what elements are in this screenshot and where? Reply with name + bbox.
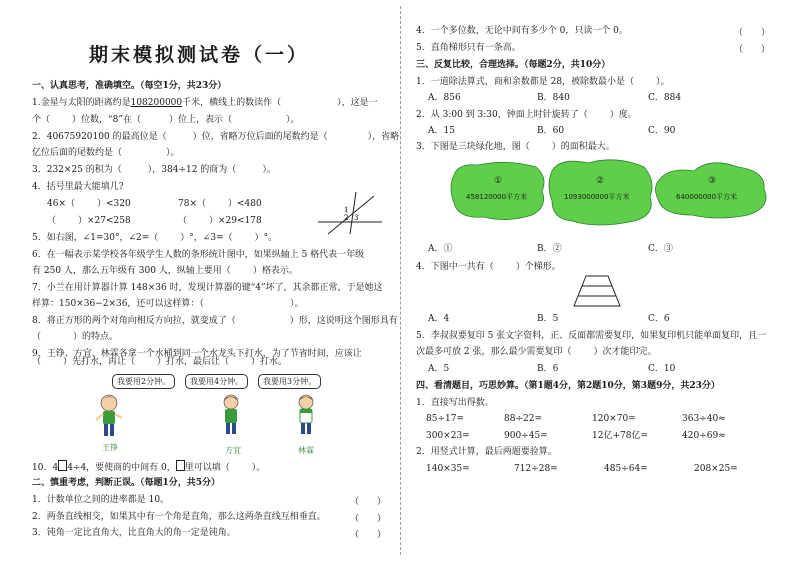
choice-3-opt-a[interactable]: A．① (428, 244, 453, 254)
calc-2-prompt: 2．用竖式计算，最后两题要验算。 (416, 447, 557, 457)
kid-name-wangzheng: 王铮 (102, 443, 118, 452)
question-9-line1: 9．王铮、方宜、林霖各拿一个水桶到同一个水龙头下打水，为了节省时间，应该让 (32, 349, 362, 359)
question-7-line2: 样算：150×36−2×36，还可以这样算：（ ）。 (32, 299, 304, 309)
question-2-line1: 2．40675920100 的最高位是（ ）位，省略万位后面的尾数约是（ ），省略 (32, 132, 400, 142)
judge-item-5: 5．直角梯形只有一条高。 (416, 43, 521, 53)
choice-4-opt-b[interactable]: B．5 (537, 314, 559, 324)
question-10: 10．4 4÷4，要使商的中间有 0， 里可以填（ ）。 (32, 460, 265, 474)
trapezoid-outline (574, 276, 620, 306)
calc-r2-c4: 420÷69≈ (682, 431, 726, 441)
green-area-3 (655, 163, 766, 218)
choice-2-opt-a[interactable]: A．15 (428, 126, 455, 136)
choice-3: 3．下图是三块绿化地，图（ ）的面积最大。 (416, 142, 615, 152)
choice-5-opt-a[interactable]: A．5 (428, 364, 450, 374)
angle-figure (314, 190, 384, 238)
question-1-line1: 1.金星与太阳的距离约是108200000千米，横线上的数读作（ ），这是一 (32, 98, 378, 108)
choice-5-opt-c[interactable]: C．10 (648, 364, 676, 374)
calc-r1-c3: 120×70= (592, 414, 636, 424)
section2-heading: 二、慎重考虑，判断正误。（每题1分，共5分） (32, 478, 221, 488)
judge-paren-3[interactable]: （ ） (350, 530, 387, 540)
question-6-line2: 有 250 人，那么五年级有 300 人，纵轴上要用（ ）格表示。 (32, 266, 298, 276)
speech-bubble-wangzheng: 我要用2分钟。 (112, 374, 175, 389)
question-8-line1: 8．将正方形的两个对角向相反方向拉，就变成了（ ）形，这说明这个图形具有 (32, 316, 398, 326)
question-1-line2: 个（ ）位数，“8”在（ ）位上，表示（ ）。 (32, 115, 300, 125)
judge-paren-5[interactable]: （ ） (734, 45, 771, 55)
question-2-line2: 亿位后面的尾数约是（ ）。 (32, 148, 180, 158)
choice-4: 4．下图中一共有（ ）个梯形。 (416, 262, 561, 272)
choice-2: 2．从 3:00 到 3:30，钟面上时针旋转了（ ）度。 (416, 110, 637, 120)
area-label-1: ① (494, 176, 503, 186)
right-column (404, 0, 794, 561)
q4-ineq-4: （ ）×29<178 (178, 216, 262, 226)
choice-1-opt-b[interactable]: B．840 (537, 93, 570, 103)
judge-paren-4[interactable]: （ ） (734, 28, 771, 38)
calc-r1-c1: 85÷17= (426, 414, 464, 424)
choice-4-opt-a[interactable]: A．4 (428, 314, 450, 324)
q4-ineq-3: （ ）×27<258 (47, 216, 131, 226)
speech-bubble-linlin: 我要用3分钟。 (258, 374, 321, 389)
student-wangzheng-icon (92, 392, 126, 440)
calc-r2-c2: 900÷45= (504, 431, 548, 441)
kid-name-linlin: 林霖 (298, 446, 314, 455)
speech-bubble-fangyi: 我要用4分钟。 (185, 374, 248, 389)
area-value-1: 458120000平方米 (466, 193, 528, 201)
section1-heading: 一、认真思考，准确填空。（每空1分，共23分） (32, 81, 227, 91)
column-divider (400, 6, 401, 555)
question-9-blanks: （ ）先打水，再让（ ）打水，最后让（ ）打水。 (32, 357, 288, 367)
angle-label-3: 3 (354, 214, 359, 222)
blank-box-1 (58, 460, 67, 471)
question-5: 5．如右图，∠1=30°，∠2=（ ）°，∠3=（ ）°。 (32, 233, 278, 243)
choice-5-opt-b[interactable]: B．6 (537, 364, 559, 374)
vertical-calc-4: 208×25= (694, 464, 738, 474)
area-value-3: 640000000平方米 (676, 193, 738, 201)
judge-paren-2[interactable]: （ ） (350, 514, 387, 524)
question-3: 3．232×25 的积为（ ），384÷12 的商为（ ）。 (32, 165, 276, 175)
question-4: 4．括号里最大能填几? (32, 182, 124, 192)
calc-r2-c1: 300×23= (426, 431, 470, 441)
q4-ineq-2: 78×（ ）<480 (178, 199, 262, 209)
blank-box-2 (176, 460, 185, 471)
student-linlin-icon (291, 392, 321, 438)
choice-3-opt-c[interactable]: C．③ (648, 244, 673, 254)
section3-heading: 三、反复比较，合理选择。（每题2分，共10分） (416, 60, 611, 70)
area-label-2: ② (596, 176, 605, 186)
calc-r2-c3: 12亿+78亿= (592, 431, 648, 441)
q4-ineq-1: 46×（ ）<320 (47, 199, 131, 209)
green-areas-figure (448, 157, 778, 229)
section4-heading: 四、看清题目，巧思妙算。（第1题4分，第2题10分，第3题9分，共23分） (416, 381, 720, 391)
choice-1: 1．一道除法算式，商和余数都是 28，被除数最小是（ ）。 (416, 77, 670, 87)
area-value-2: 1093000000平方米 (564, 193, 630, 201)
vertical-calc-2: 712÷28= (514, 464, 558, 474)
question-8-line2: （ ）的特点。 (32, 332, 119, 342)
green-area-1 (451, 162, 544, 219)
calc-1-prompt: 1．直接写出得数。 (416, 398, 494, 408)
choice-1-opt-a[interactable]: A．856 (428, 93, 461, 103)
choice-5-line2: 次最多可放 2 张，那么最少需要复印（ ）次才能印完。 (416, 347, 657, 357)
calc-r1-c2: 88÷22= (504, 414, 542, 424)
judge-item-1: 1．计数单位之间的进率都是 10。 (32, 495, 170, 505)
vertical-calc-1: 140×35= (426, 464, 470, 474)
judge-item-2: 2．两条直线相交，如果其中有一个角是直角，那么这两条直线互相垂直。 (32, 512, 326, 522)
calc-r1-c4: 363÷40≈ (682, 414, 726, 424)
choice-1-opt-c[interactable]: C．884 (648, 93, 682, 103)
kid-name-fangyi: 方宜 (225, 446, 241, 455)
question-6-line1: 6．在一幅表示某学校各年级学生人数的条形统计图中，如果纵轴上 5 格代表一年级 (32, 250, 365, 260)
trapezoid-figure (572, 274, 622, 308)
vertical-calc-3: 485÷64= (604, 464, 648, 474)
angle-label-2: 2 (344, 214, 349, 222)
student-fangyi-icon (216, 392, 246, 438)
judge-paren-1[interactable]: （ ） (350, 497, 387, 507)
exam-title: 期末模拟测试卷（一） (88, 44, 309, 66)
judge-item-4: 4．一个多位数，无论中间有多少个 0，只读一个 0。 (416, 26, 628, 36)
choice-2-opt-c[interactable]: C．90 (648, 126, 676, 136)
choice-3-opt-b[interactable]: B．② (537, 244, 562, 254)
choice-4-opt-c[interactable]: C．6 (648, 314, 670, 324)
choice-5-line1: 5．李叔叔要复印 5 张文字资料，正、反面都需要复印，如果复印机只能单面复印，且一 (416, 331, 767, 341)
area-label-3: ③ (708, 176, 717, 186)
question-7-line1: 7．小兰在用计算器计算 148×36 时，发现计算器的键“4”坏了，其余都正常，于是她这 (32, 283, 383, 293)
choice-2-opt-b[interactable]: B．60 (537, 126, 565, 136)
angle-label-1: 1 (344, 206, 349, 214)
judge-item-3: 3．钝角一定比直角大，比直角大的角一定是钝角。 (32, 528, 236, 538)
